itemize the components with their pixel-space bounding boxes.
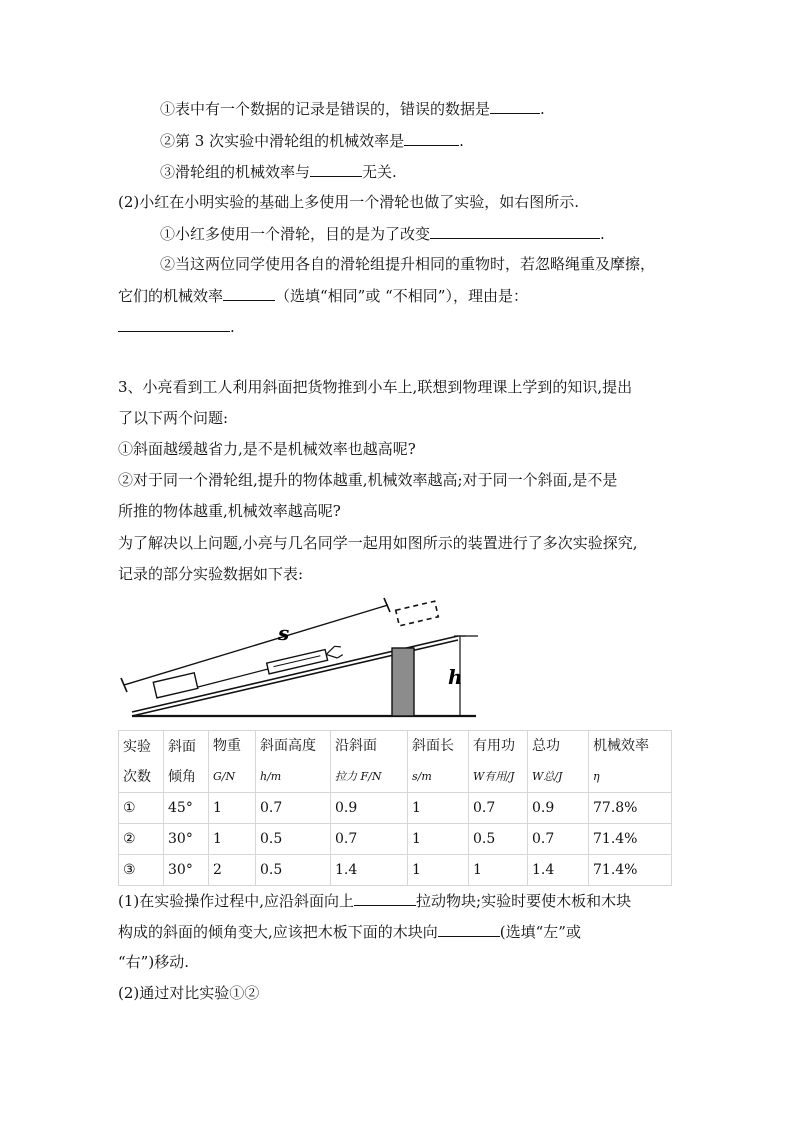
table-cell: ③ bbox=[119, 855, 164, 886]
header-cell: 有用功 W有用/J bbox=[469, 731, 528, 793]
table-cell: 1.4 bbox=[528, 855, 589, 886]
q2-item3 bbox=[160, 161, 397, 182]
answer-blank[interactable] bbox=[310, 161, 362, 177]
q2-item3-post: 无关. bbox=[362, 163, 397, 181]
header-cell: 物重 G/N bbox=[209, 731, 256, 793]
label-s: s bbox=[278, 621, 290, 645]
q3-sub1a-post: 拉动物块;实验时要使木板和木块 bbox=[416, 892, 632, 910]
incline-figure bbox=[118, 592, 488, 724]
wooden-block bbox=[153, 673, 198, 698]
table-cell: 1 bbox=[209, 793, 256, 824]
table-cell: 1 bbox=[209, 824, 256, 855]
q2-part2-item2b bbox=[118, 285, 528, 306]
answer-blank[interactable] bbox=[404, 130, 459, 146]
q3-sub1b-pre: 构成的斜面的倾角变大,应该把木板下面的木块向 bbox=[118, 923, 438, 941]
answer-blank[interactable] bbox=[223, 285, 275, 301]
q3-method1: 为了解决以上问题,小亮与几名同学一起用如图所示的装置进行了多次实验探究, bbox=[118, 534, 638, 552]
header-cell: 斜面高度 h/m bbox=[256, 731, 331, 793]
table-cell: 0.5 bbox=[469, 824, 528, 855]
table-cell: 1 bbox=[408, 793, 469, 824]
q2-item3-pre: ③滑轮组的机械效率与 bbox=[160, 163, 311, 181]
q3-method2: 记录的部分实验数据如下表: bbox=[118, 565, 304, 583]
table-cell: 0.7 bbox=[256, 793, 331, 824]
table-row bbox=[119, 855, 672, 886]
table-cell: 2 bbox=[209, 855, 256, 886]
answer-blank[interactable] bbox=[430, 223, 600, 239]
table-header-row bbox=[119, 731, 672, 793]
q3-sub1c: “右”)移动. bbox=[118, 953, 189, 971]
q3-intro2: 了以下两个问题: bbox=[118, 409, 229, 427]
table-cell: 0.7 bbox=[528, 824, 589, 855]
table-cell: 0.5 bbox=[256, 824, 331, 855]
table-cell: 30° bbox=[164, 855, 209, 886]
q2-part2-item1-end: . bbox=[600, 225, 605, 243]
header-cell: 实验 次数 bbox=[119, 731, 164, 793]
q2-item2-end: . bbox=[459, 132, 464, 150]
table-row bbox=[119, 824, 672, 855]
table-cell: 45° bbox=[164, 793, 209, 824]
q2-part2-item2c bbox=[118, 316, 235, 337]
q2-part2-item2a: ②当这两位同学使用各自的滑轮组提升相同的重物时，若忽略绳重及摩擦， bbox=[160, 255, 656, 273]
header-cell: 沿斜面 拉力 F/N bbox=[331, 731, 408, 793]
answer-blank[interactable] bbox=[118, 316, 230, 332]
q2-item1 bbox=[160, 98, 545, 119]
label-h: h bbox=[448, 665, 463, 689]
q3-intro1: 3、小亮看到工人利用斜面把货物推到小车上,联想到物理课上学到的知识,提出 bbox=[118, 378, 633, 396]
q2-part2-item2c-end: . bbox=[230, 318, 235, 336]
data-table bbox=[118, 730, 672, 886]
q2-part2-text: (2)小红在小明实验的基础上多使用一个滑轮也做了实验，如右图所示. bbox=[118, 193, 580, 211]
q3-question1: ①斜面越缓越省力,是不是机械效率也越高呢? bbox=[118, 440, 416, 458]
table-cell: ① bbox=[119, 793, 164, 824]
table-cell: 1 bbox=[408, 855, 469, 886]
table-cell: 0.7 bbox=[469, 793, 528, 824]
header-cell: 机械效率 η bbox=[589, 731, 672, 793]
incline-diagram bbox=[118, 592, 488, 724]
table-row bbox=[119, 793, 672, 824]
answer-blank[interactable] bbox=[438, 921, 500, 937]
answer-blank[interactable] bbox=[354, 890, 416, 906]
length-dimension-line bbox=[124, 605, 388, 685]
header-cell: 总功 W总/J bbox=[528, 731, 589, 793]
support-block bbox=[392, 648, 414, 716]
q3-sub1a bbox=[118, 890, 631, 911]
q2-part2-item1 bbox=[160, 223, 605, 244]
table-cell: 0.9 bbox=[331, 793, 408, 824]
dashed-block bbox=[396, 601, 439, 626]
table-cell: 0.9 bbox=[528, 793, 589, 824]
table-cell: 1.4 bbox=[331, 855, 408, 886]
q2-item2 bbox=[160, 130, 464, 151]
pull-string bbox=[198, 669, 268, 687]
q2-item2-text: ②第 3 次实验中滑轮组的机械效率是 bbox=[160, 132, 405, 150]
q3-question2a: ②对于同一个滑轮组,提升的物体越重,机械效率越高;对于同一个斜面,是不是 bbox=[118, 471, 618, 489]
q2-part2-item1-text: ①小红多使用一个滑轮，目的是为了改变 bbox=[160, 225, 431, 243]
q3-sub1a-pre: (1)在实验操作过程中,应沿斜面向上 bbox=[118, 892, 355, 910]
table-cell: 77.8% bbox=[589, 793, 672, 824]
q3-sub2: (2)通过对比实验①② bbox=[118, 984, 260, 1002]
table-cell: 0.5 bbox=[256, 855, 331, 886]
q2-part2-item2b-post: （选填“相同”或 “不相同”），理由是： bbox=[275, 287, 528, 305]
header-cell: 斜面 倾角 bbox=[164, 731, 209, 793]
table-cell: 1 bbox=[408, 824, 469, 855]
table-cell: 71.4% bbox=[589, 824, 672, 855]
q2-part2-item2b-pre: 它们的机械效率 bbox=[118, 287, 224, 305]
q3-sub1b-post: (选填“左”或 bbox=[499, 923, 581, 941]
header-cell: 斜面长 s/m bbox=[408, 731, 469, 793]
q2-item1-text: ①表中有一个数据的记录是错误的，错误的数据是 bbox=[160, 100, 491, 118]
q3-sub1b bbox=[118, 921, 581, 942]
q3-question2b: 所推的物体越重,机械效率越高呢? bbox=[118, 502, 341, 520]
table-cell: 71.4% bbox=[589, 855, 672, 886]
table-cell: 30° bbox=[164, 824, 209, 855]
table-cell: ② bbox=[119, 824, 164, 855]
table-cell: 0.7 bbox=[331, 824, 408, 855]
answer-blank[interactable] bbox=[490, 98, 540, 114]
table-cell: 1 bbox=[469, 855, 528, 886]
q2-item1-end: . bbox=[540, 100, 545, 118]
